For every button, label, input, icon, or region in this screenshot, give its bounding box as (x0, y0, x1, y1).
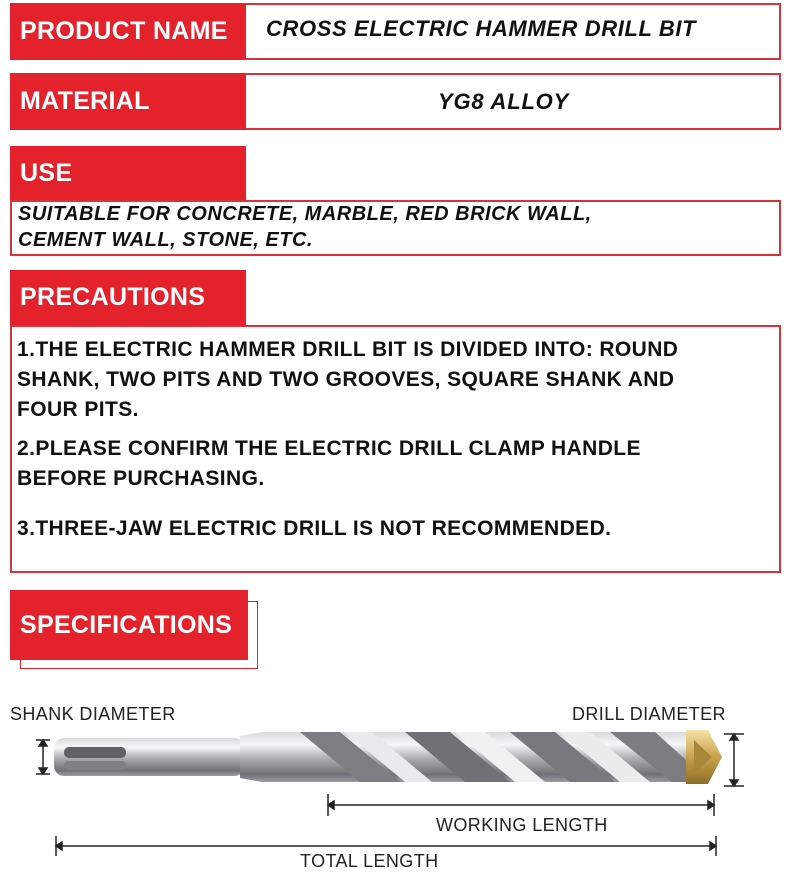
precaution-3-line1: 3.THREE-JAW ELECTRIC DRILL IS NOT RECOMMENDED. (17, 517, 612, 540)
material-value: YG8 ALLOY (438, 89, 570, 114)
precaution-item-3 (17, 514, 777, 544)
precaution-2-line1: 2.PLEASE CONFIRM THE ELECTRIC DRILL CLAMP HANDLE (17, 437, 641, 460)
precaution-item-2 (17, 434, 777, 494)
precaution-1-line3: FOUR PITS. (17, 398, 139, 421)
use-value-line1: SUITABLE FOR CONCRETE, MARBLE, RED BRICK WALL, (18, 203, 592, 225)
drill-diameter-arrow (724, 734, 744, 786)
precaution-item-1 (17, 335, 777, 425)
drill-bit-diagram (0, 690, 790, 890)
drill-diameter-label: DRILL DIAMETER (572, 704, 726, 724)
total-length-arrow (56, 836, 716, 856)
material-label: MATERIAL (10, 73, 246, 130)
precaution-1-line2: SHANK, TWO PITS AND TWO GROOVES, SQUARE SHANK AND (17, 368, 675, 391)
precautions-label: PRECAUTIONS (10, 270, 246, 325)
flute-body (262, 732, 686, 782)
shank-diameter-arrow (36, 740, 50, 774)
precaution-1-line1: 1.THE ELECTRIC HAMMER DRILL BIT IS DIVIDED INTO: ROUND (17, 338, 679, 361)
use-label: USE (10, 146, 246, 201)
shank-part (54, 732, 262, 782)
shank-diameter-label: SHANK DIAMETER (10, 704, 176, 724)
product-name-label: PRODUCT NAME (10, 3, 246, 60)
product-name-value: CROSS ELECTRIC HAMMER DRILL BIT (266, 16, 697, 41)
working-length-arrow (328, 794, 714, 816)
working-length-label: WORKING LENGTH (436, 815, 608, 835)
use-value-line2: CEMENT WALL, STONE, ETC. (18, 229, 313, 251)
carbide-tip (686, 730, 722, 784)
total-length-label: TOTAL LENGTH (300, 851, 439, 871)
precaution-2-line2: BEFORE PURCHASING. (17, 467, 265, 490)
specifications-label: SPECIFICATIONS (10, 590, 248, 660)
